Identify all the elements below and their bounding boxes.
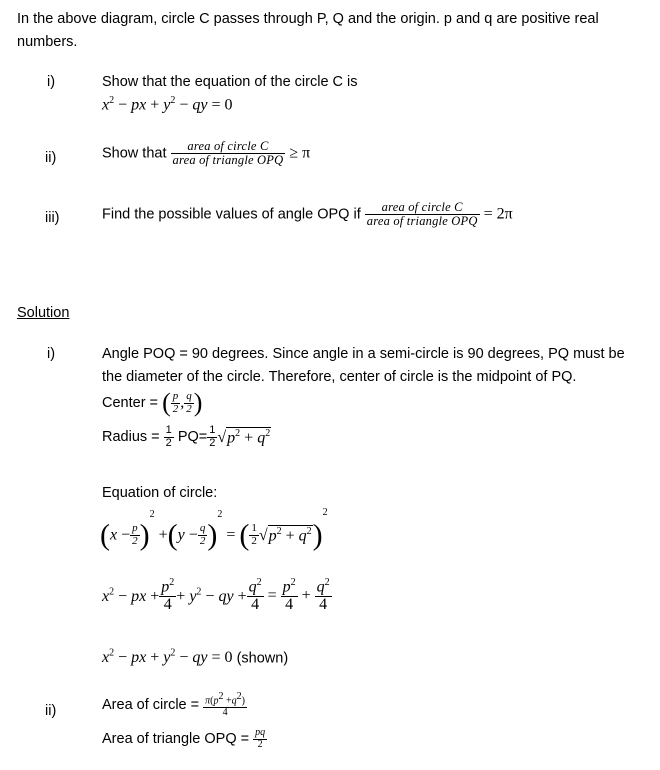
fraction-denominator: area of triangle OPQ <box>172 153 284 168</box>
solution-line-1: Angle POQ = 90 degrees. Since angle in a semi-circle is 90 degrees, PQ must be <box>102 346 625 362</box>
solution-heading: Solution <box>17 305 70 321</box>
expanded-equation: $x^2$ − px + $\frac{p^2}{4}$ + $y^2$ − qy + $\frac{q^2}{4}$ = $\frac{p^2}{4}$ + $\frac{q^2}{4}$ <box>102 577 330 614</box>
equation-label: Equation of circle: <box>102 485 218 501</box>
solution-ii-label: ii) <box>45 703 57 719</box>
geq-pi: ≥ π <box>289 144 311 162</box>
area-ratio-fraction <box>171 140 286 167</box>
area-circle-label: Area of circle = <box>102 697 200 714</box>
question-ii-text <box>102 140 310 167</box>
fraction-numerator-iii: area of circle C <box>381 200 463 214</box>
question-i-equation: $x^2$ − px + $y^2$ − qy = 0 <box>102 95 233 114</box>
center-label: Center = <box>102 395 159 411</box>
fraction-denominator-iii: area of triangle OPQ <box>366 214 478 229</box>
intro-line-2: numbers. <box>17 34 78 50</box>
question-iii-text <box>102 201 513 228</box>
question-i-label: i) <box>47 74 56 90</box>
question-ii-prefix: Show that <box>102 145 167 162</box>
shown-equation: $x^2$ − px + $y^2$ − qy = 0 (shown) <box>102 648 289 667</box>
intro-line-1: In the above diagram, circle C passes through P, Q and the origin. p and q are positive real <box>17 11 599 27</box>
area-triangle-label: Area of triangle OPQ = <box>102 731 250 747</box>
question-i-text: Show that the equation of the circle C is <box>102 74 358 90</box>
solution-i-label: i) <box>47 346 56 362</box>
area-ratio-fraction-iii <box>365 201 480 228</box>
shown-label: (shown) <box>236 650 289 667</box>
eq-2pi: = 2π <box>483 205 513 223</box>
center-expression: Center = ( $\frac{p}{2}$ , $\frac{q}{2}$ ) <box>102 388 203 417</box>
fraction-numerator: area of circle C <box>187 139 269 153</box>
radius-label: Radius = <box>102 429 160 446</box>
solution-line-2: the diameter of the circle. Therefore, center of circle is the midpoint of PQ. <box>102 369 577 385</box>
area-triangle-expression: Area of triangle OPQ = $\frac{pq}{2}$ <box>102 727 266 750</box>
question-iii-prefix: Find the possible values of angle OPQ if <box>102 206 361 223</box>
radius-expression: Radius = $\frac{1}{2}$ PQ= $\frac{1}{2}$ $√p^2 + q^2$ <box>102 424 271 449</box>
circle-equation-expanded: (x − $\frac{p}{2}$ )$^2$ +(y − $\frac{q}{2}$ )$^2$ = ( $\frac{1}{2}$ $√p^2 + q^2)^2$ <box>100 507 328 552</box>
pq-label: PQ= <box>177 429 208 446</box>
area-circle-expression: Area of circle = $\frac{\pi(p^2 +q^2)}{4}$ <box>102 691 245 718</box>
question-ii-label: ii) <box>45 150 57 166</box>
question-iii-label: iii) <box>45 210 60 226</box>
